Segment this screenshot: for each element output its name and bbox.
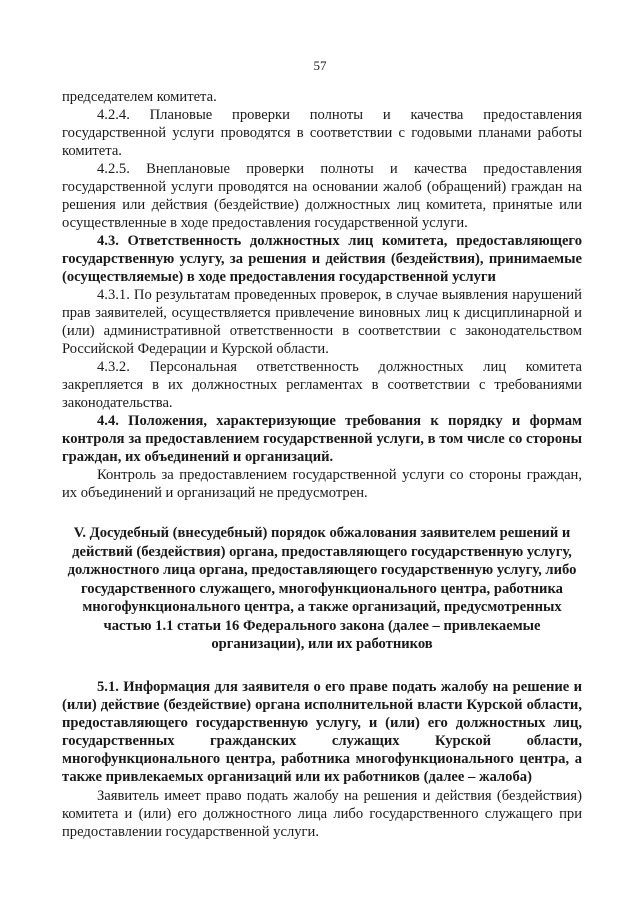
heading-4-4: 4.4. Положения, характеризующие требования к порядку и формам контроля за предоставлением государственной услуги, в том числе со стороны граждан, их объединений и организаций.	[62, 413, 582, 465]
document-body	[62, 88, 582, 841]
paragraph-continuation: председателем комитета.	[62, 89, 217, 105]
heading-5-1: 5.1. Информация для заявителя о его праве подать жалобу на решение и (или) действие (бездействие) органа исполнительной власти Курской области, предоставляющего государственную услугу, и (или) его должностных лиц, государственных гражданских служащих Курской области, многофункционального центра, работника многофункционального центра, а также привлекаемых организаций или их работников (далее – жалоба)	[62, 678, 582, 785]
paragraph-4-3-1: 4.3.1. По результатам проведенных проверок, в случае выявления нарушений прав заявителей, осуществляется привлечение виновных лиц к дисциплинарной и (или) административной ответственности в соответствии с законодательством Российской Федерации и Курской области.	[62, 287, 582, 357]
paragraph-4-4: Контроль за предоставлением государственной услуги со стороны граждан, их объединений и организаций не предусмотрен.	[62, 467, 582, 501]
heading-4-3: 4.3. Ответственность должностных лиц комитета, предоставляющего государственную услугу, за решения и действия (бездействия), принимаемые (осуществляемые) в ходе предоставления государственной услуги	[62, 233, 582, 285]
section-v-title: V. Досудебный (внесудебный) порядок обжалования заявителем решений и действий (бездействия) органа, предоставляющего государственную услугу, должностного лица органа, предоставляющего государственную услугу, либо государственного служащего, многофункционального центра, работника многофункционального центра, а также организаций, предусмотренных частью 1.1 статьи 16 Федерального закона (далее – привлекаемые организации), или их работников	[67, 525, 577, 652]
paragraph-4-3-2: 4.3.2. Персональная ответственность должностных лиц комитета закрепляется в их должностных регламентах в соответствии с требованиями законодательства.	[62, 359, 582, 411]
paragraph-4-2-4: 4.2.4. Плановые проверки полноты и качества предоставления государственной услуги проводятся в соответствии с годовыми планами работы комитета.	[62, 107, 582, 159]
paragraph-5-1: Заявитель имеет право подать жалобу на решения и действия (бездействия) комитета и (или) его должностного лица либо государственного служащего при предоставлении государственной услуги.	[62, 787, 582, 840]
paragraph-4-2-5: 4.2.5. Внеплановые проверки полноты и качества предоставления государственной услуги проводятся на основании жалоб (обращений) граждан на решения или действия (бездействие) должностных лиц комитета, принятые или осуществленные в ходе предоставления государственной услуги.	[62, 161, 582, 231]
page-number: 57	[313, 58, 327, 73]
